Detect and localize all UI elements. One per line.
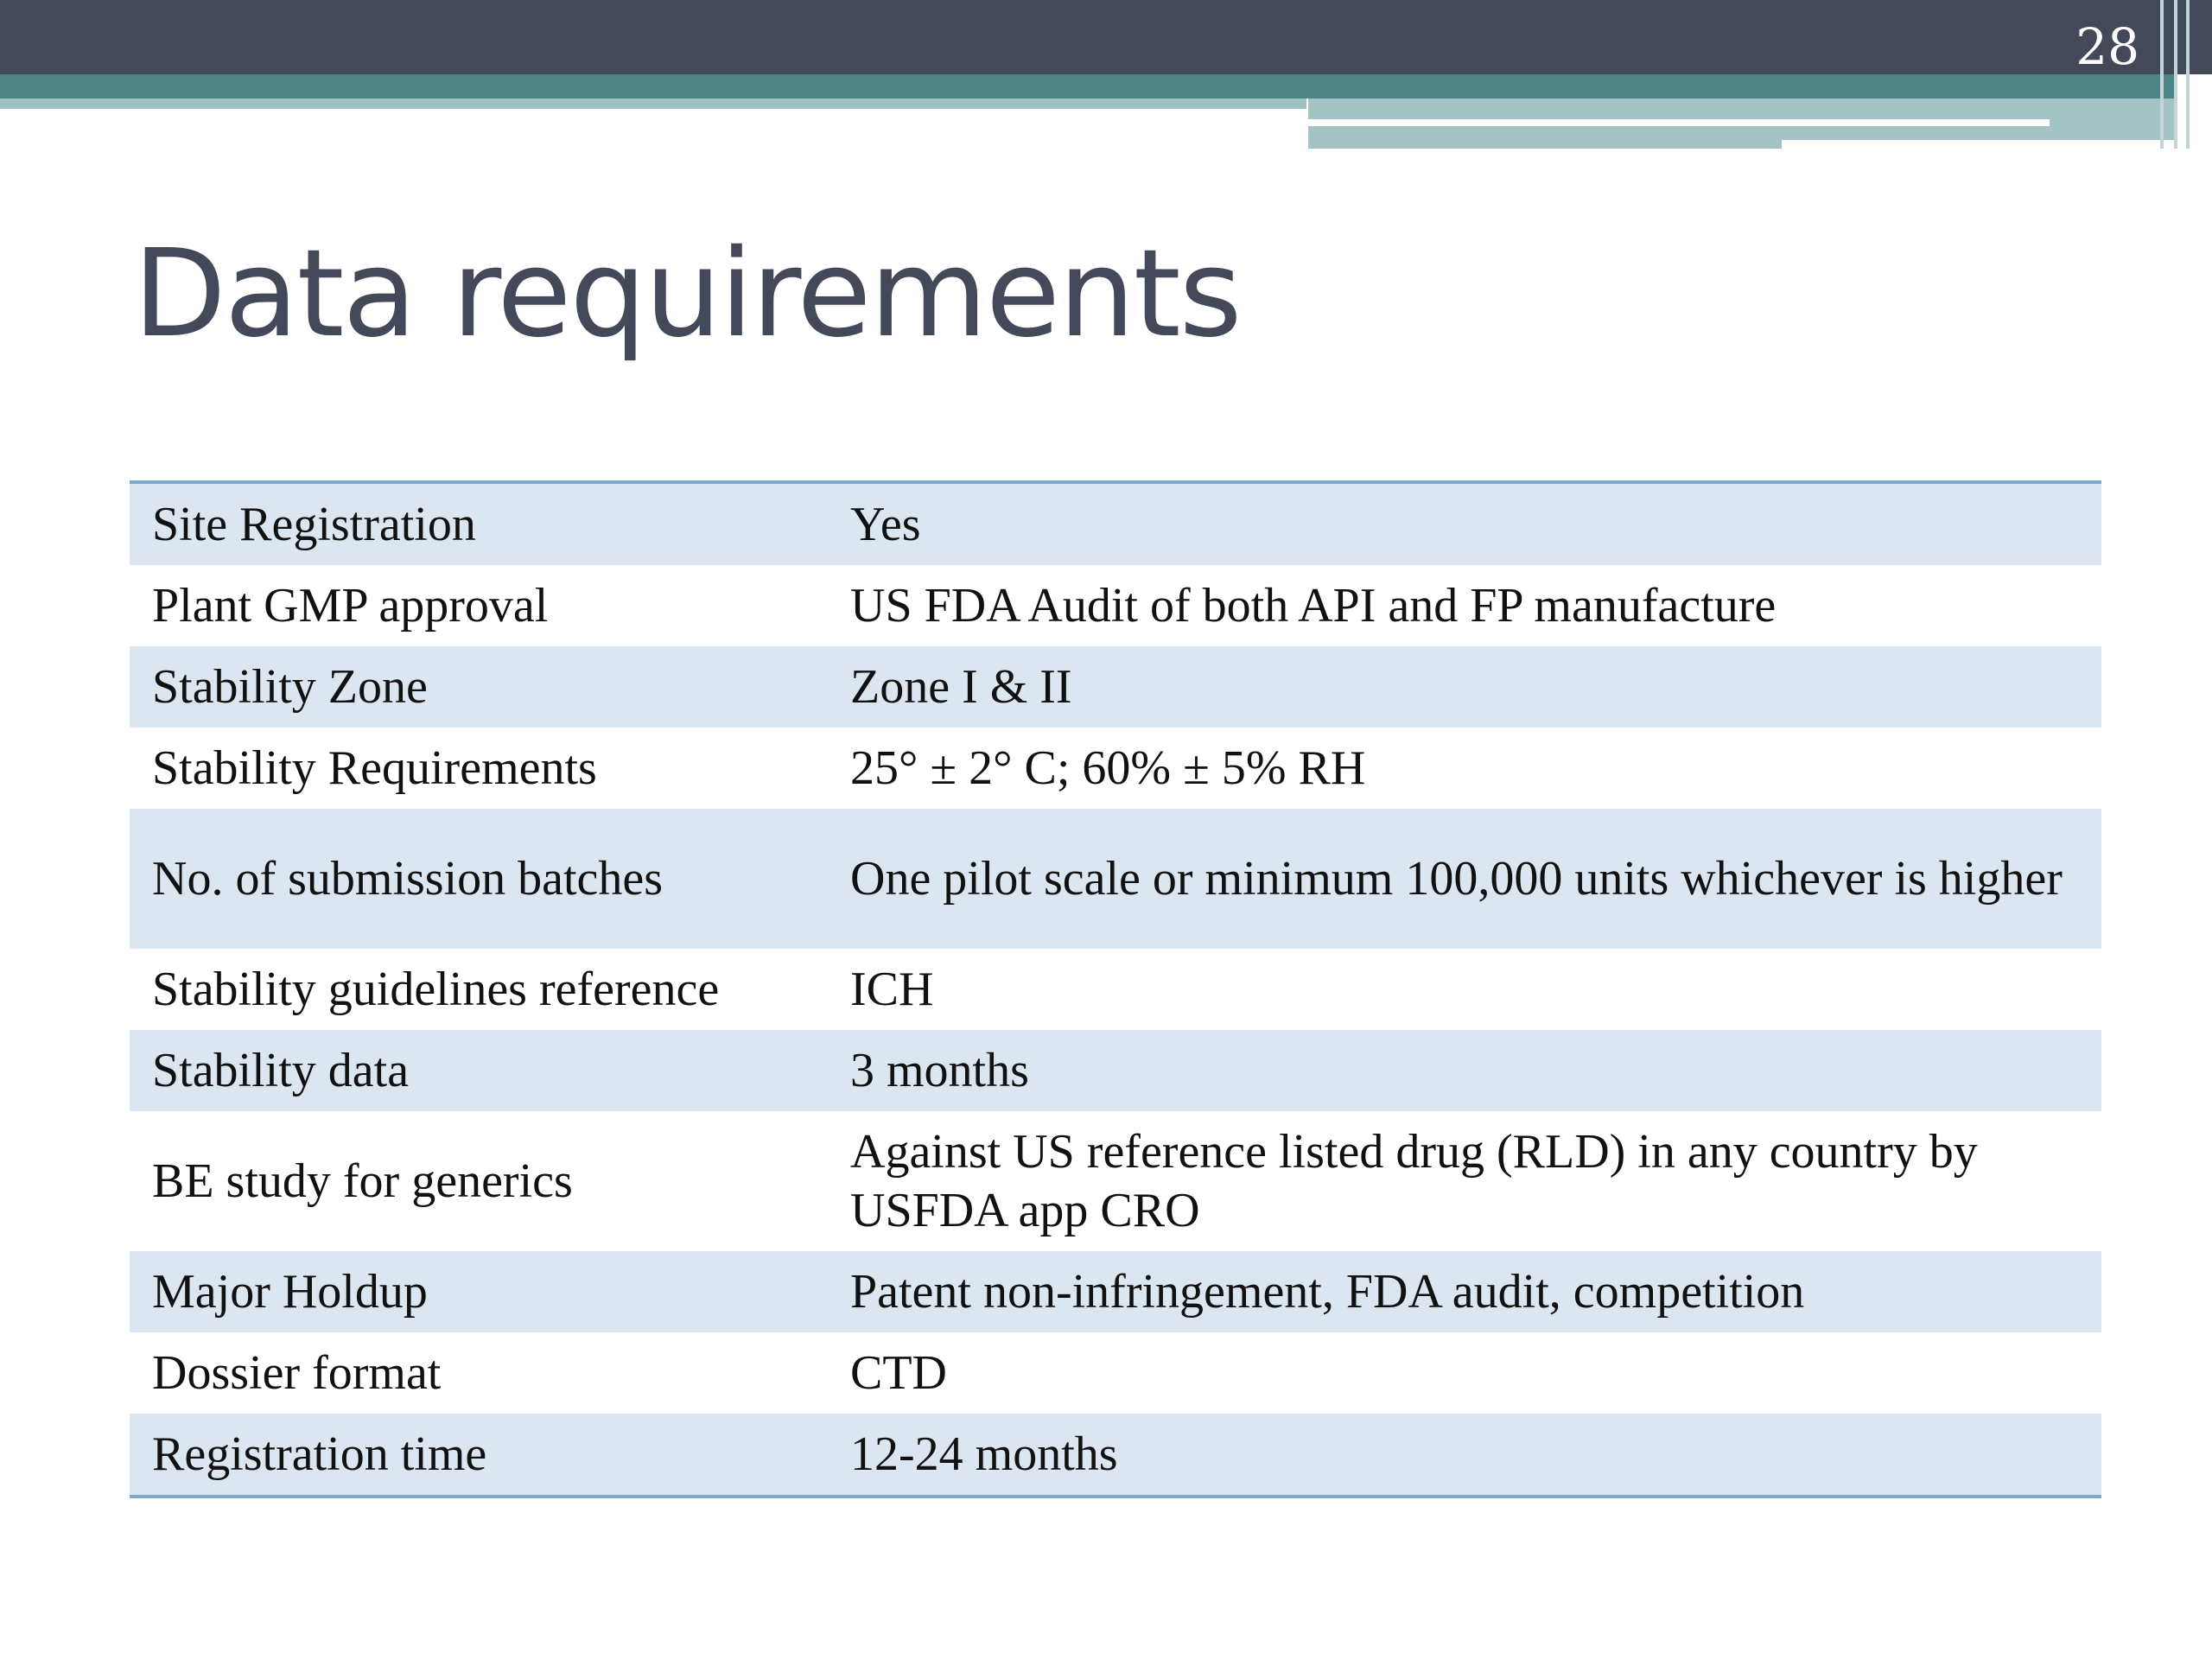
table-row — [130, 1414, 2101, 1497]
row-label: Stability guidelines reference — [152, 963, 720, 1016]
table-row — [130, 482, 2101, 565]
header-vertical-bar — [2160, 0, 2164, 149]
row-value: Zone I & II — [850, 660, 1072, 714]
row-label: Stability data — [152, 1044, 410, 1097]
row-label: BE study for generics — [152, 1154, 573, 1208]
row-label: Plant GMP approval — [152, 579, 549, 632]
table-row — [130, 728, 2101, 809]
row-label: No. of submission batches — [152, 852, 664, 906]
row-label: Stability Zone — [152, 660, 428, 714]
table-row — [130, 1251, 2101, 1332]
row-label: Major Holdup — [152, 1265, 428, 1319]
header-vertical-bar — [2174, 0, 2177, 149]
row-value: ICH — [850, 963, 934, 1016]
row-label: Stability Requirements — [152, 741, 597, 795]
table-row — [130, 1111, 2101, 1251]
row-value: One pilot scale or minimum 100,000 units whichever is higher — [850, 852, 2063, 906]
row-value: 25° ± 2° C; 60% ± 5% RH — [850, 741, 1366, 795]
row-value: 3 months — [850, 1044, 1029, 1097]
row-value: Against US reference listed drug (RLD) in any country by USFDA app CRO — [850, 1125, 1978, 1237]
row-label: Registration time — [152, 1427, 487, 1481]
page-number: 28 — [2075, 17, 2139, 76]
table-row — [130, 646, 2101, 728]
row-value: Yes — [850, 498, 921, 551]
row-label: Site Registration — [152, 498, 476, 551]
header-teal-band — [0, 74, 2177, 99]
header-vertical-bar — [2186, 0, 2190, 149]
header-white-line-lower — [1782, 140, 2179, 149]
row-value: US FDA Audit of both API and FP manufacture — [850, 579, 1777, 632]
table-row — [130, 809, 2101, 949]
header-white-line — [1308, 119, 2050, 126]
table-row — [130, 565, 2101, 646]
data-requirements-table — [130, 480, 2101, 1498]
table-row — [130, 1332, 2101, 1414]
row-value: 12-24 months — [850, 1427, 1118, 1481]
header-light-band — [0, 99, 1306, 109]
row-label: Dossier format — [152, 1346, 442, 1400]
table-row — [130, 1030, 2101, 1111]
row-value: CTD — [850, 1346, 947, 1400]
slide-title: Data requirements — [133, 224, 1241, 365]
row-value: Patent non-infringement, FDA audit, competition — [850, 1265, 1805, 1319]
header-dark-band — [0, 0, 2212, 74]
table-row — [130, 949, 2101, 1030]
